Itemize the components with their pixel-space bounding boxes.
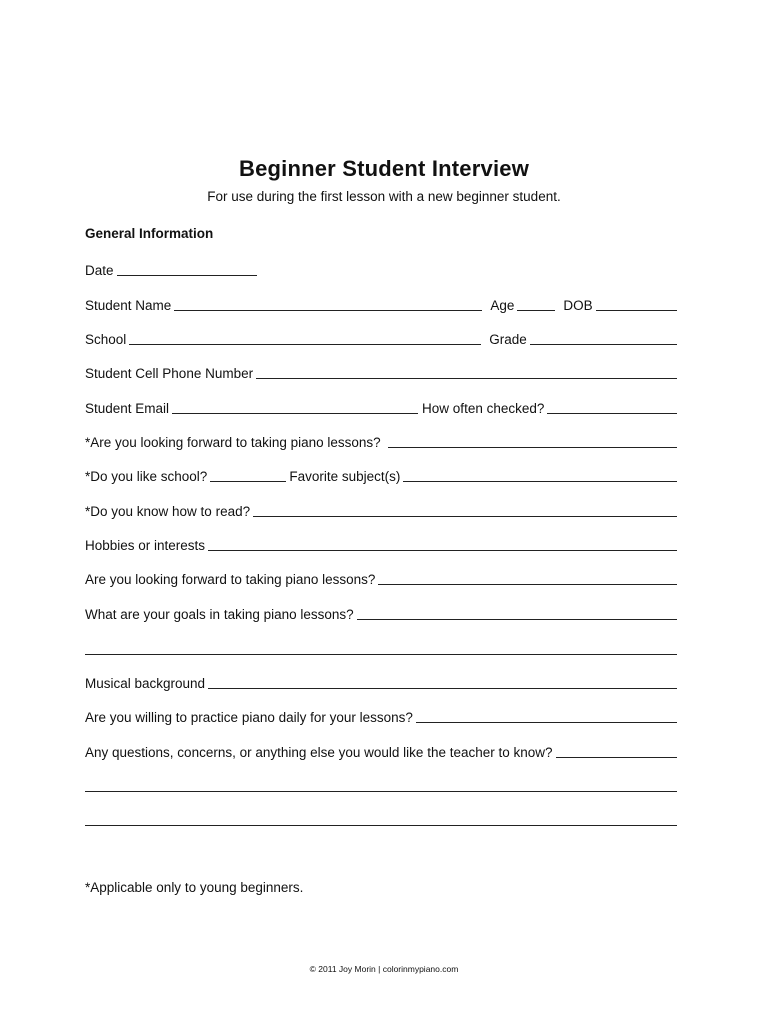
q-piano-label: Are you looking forward to taking piano lessons? bbox=[85, 572, 376, 587]
hobbies-field[interactable] bbox=[208, 538, 677, 551]
cell-phone-field[interactable] bbox=[256, 366, 677, 379]
musical-background-field[interactable] bbox=[208, 676, 677, 689]
email-field[interactable] bbox=[172, 401, 418, 414]
how-often-checked-label: How often checked? bbox=[422, 401, 545, 416]
q-goals-row bbox=[85, 604, 677, 622]
date-row bbox=[85, 260, 677, 278]
q-piano-young-label: *Are you looking forward to taking piano lessons? bbox=[85, 435, 381, 450]
like-school-row bbox=[85, 466, 677, 484]
section-heading: General Information bbox=[85, 226, 214, 241]
document-title: Beginner Student Interview bbox=[238, 156, 530, 181]
q-practice-label: Are you willing to practice piano daily for your lessons? bbox=[85, 710, 413, 725]
email-row bbox=[85, 398, 677, 416]
age-label: Age bbox=[490, 298, 515, 313]
q-piano-young-row bbox=[85, 432, 677, 450]
document-subtitle: For use during the first lesson with a new beginner student. bbox=[207, 189, 561, 204]
dob-label: DOB bbox=[563, 298, 593, 313]
q-goals-field[interactable] bbox=[357, 607, 677, 620]
q-piano-field[interactable] bbox=[378, 572, 677, 585]
grade-label: Grade bbox=[489, 332, 527, 347]
age-field[interactable] bbox=[517, 298, 555, 311]
q-practice-row bbox=[85, 707, 677, 725]
goals-extra-line[interactable] bbox=[85, 654, 677, 655]
copyright-footer: © 2011 Joy Morin | colorinmypiano.com bbox=[309, 964, 459, 974]
hobbies-label: Hobbies or interests bbox=[85, 538, 206, 553]
cell-phone-label: Student Cell Phone Number bbox=[85, 366, 254, 381]
musical-background-row bbox=[85, 673, 677, 691]
email-label: Student Email bbox=[85, 401, 170, 416]
student-name-row bbox=[85, 295, 677, 313]
q-practice-field[interactable] bbox=[416, 710, 677, 723]
like-school-field[interactable] bbox=[210, 469, 286, 482]
q-questions-label: Any questions, concerns, or anything else you would like the teacher to know? bbox=[85, 745, 553, 760]
questions-extra-line-2[interactable] bbox=[85, 825, 677, 826]
grade-field[interactable] bbox=[530, 332, 677, 345]
school-label: School bbox=[85, 332, 127, 347]
q-read-label: *Do you know how to read? bbox=[85, 504, 251, 519]
q-questions-row bbox=[85, 742, 677, 760]
student-name-field[interactable] bbox=[174, 298, 482, 311]
questions-extra-line-1[interactable] bbox=[85, 791, 677, 792]
q-piano-row bbox=[85, 569, 677, 587]
q-piano-young-field[interactable] bbox=[388, 435, 677, 448]
musical-background-label: Musical background bbox=[85, 676, 206, 691]
how-often-checked-field[interactable] bbox=[547, 401, 677, 414]
dob-field[interactable] bbox=[596, 298, 677, 311]
date-label: Date bbox=[85, 263, 114, 278]
q-read-field[interactable] bbox=[253, 504, 677, 517]
favorite-subjects-field[interactable] bbox=[403, 469, 677, 482]
q-questions-field[interactable] bbox=[556, 745, 677, 758]
hobbies-row bbox=[85, 535, 677, 553]
cell-phone-row bbox=[85, 363, 677, 381]
date-field[interactable] bbox=[117, 263, 257, 276]
q-goals-label: What are your goals in taking piano lessons? bbox=[85, 607, 354, 622]
q-read-row bbox=[85, 501, 677, 519]
student-name-label: Student Name bbox=[85, 298, 172, 313]
school-field[interactable] bbox=[129, 332, 481, 345]
favorite-subjects-label: Favorite subject(s) bbox=[289, 469, 401, 484]
q-like-school-label: *Do you like school? bbox=[85, 469, 208, 484]
school-row bbox=[85, 329, 677, 347]
footnote: *Applicable only to young beginners. bbox=[85, 880, 304, 895]
